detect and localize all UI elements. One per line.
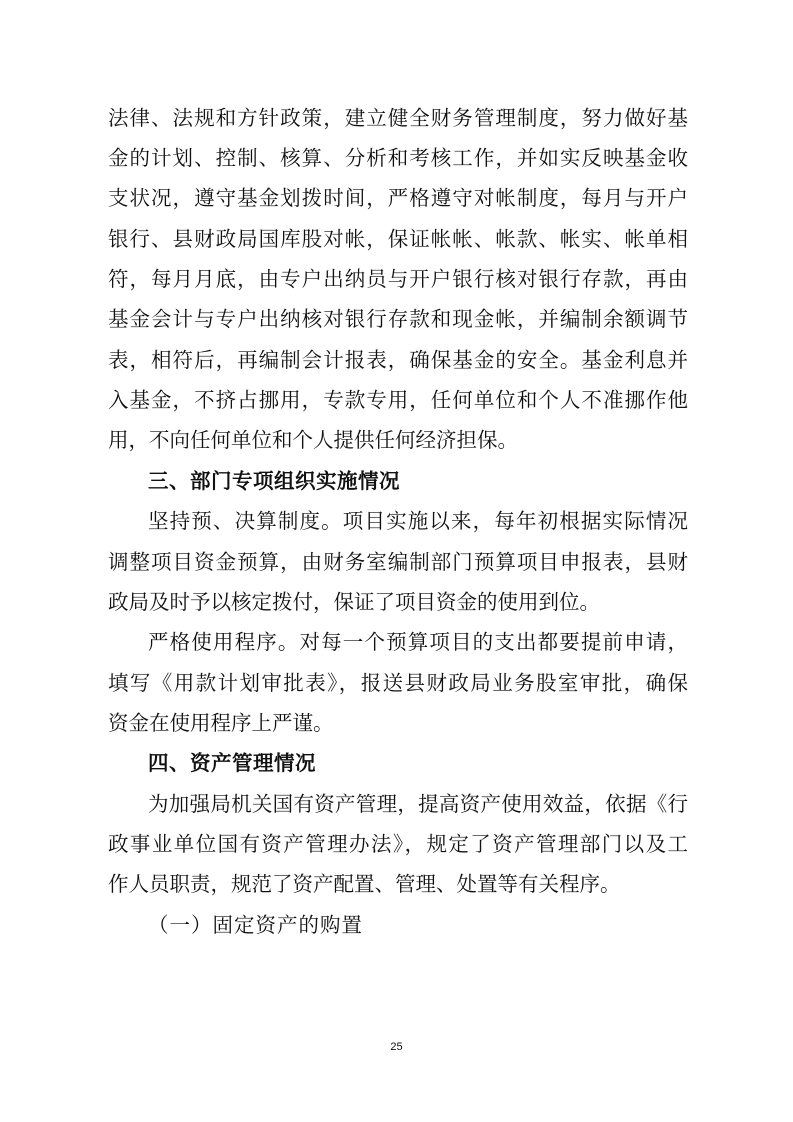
paragraph-line: 基金会计与专户出纳核对银行存款和现金帐，并编制余额调节 [108, 307, 688, 331]
paragraph-line: 为加强局机关国有资产管理，提高资产使用效益，依据《行 [148, 792, 688, 816]
paragraph-line: 政局及时予以核定拨付，保证了项目资金的使用到位。 [108, 590, 600, 614]
paragraph-line: 填写《用款计划审批表》，报送县财政局业务股室审批，确保 [108, 671, 688, 695]
paragraph-line: 表，相符后，再编制会计报表，确保基金的安全。基金利息并 [108, 348, 688, 372]
paragraph-line: 调整项目资金预算，由财务室编制部门预算项目申报表，县财 [108, 550, 688, 574]
paragraph-line: 符，每月月底，由专户出纳员与开户银行核对银行存款，再由 [108, 267, 688, 291]
paragraph-line: 严格使用程序。对每一个预算项目的支出都要提前申请， [148, 630, 688, 654]
section-heading: 三、部门专项组织实施情况 [148, 469, 400, 493]
paragraph-line: 政事业单位国有资产管理办法》，规定了资产管理部门以及工 [108, 832, 688, 856]
paragraph-line: 金的计划、控制、核算、分析和考核工作，并如实反映基金收 [108, 146, 688, 170]
paragraph-line: 资金在使用程序上严谨。 [108, 711, 334, 735]
paragraph-line: 支状况，遵守基金划拨时间，严格遵守对帐制度，每月与开户 [108, 186, 688, 210]
subsection-heading: （一）固定资产的购置 [148, 913, 363, 937]
paragraph-line: 坚持预、决算制度。项目实施以来，每年初根据实际情况 [148, 509, 688, 533]
paragraph-line: 入基金，不挤占挪用，专款专用，任何单位和个人不准挪作他 [108, 388, 688, 412]
paragraph-line: 法律、法规和方针政策，建立健全财务管理制度，努力做好基 [108, 106, 688, 130]
paragraph-line: 用，不向任何单位和个人提供任何经济担保。 [108, 428, 518, 452]
page-number: 25 [390, 1041, 403, 1053]
paragraph-line: 银行、县财政局国库股对帐，保证帐帐、帐款、帐实、帐单相 [108, 227, 688, 251]
section-heading: 四、资产管理情况 [148, 751, 316, 775]
paragraph-line: 作人员职责，规范了资产配置、管理、处置等有关程序。 [108, 872, 621, 896]
